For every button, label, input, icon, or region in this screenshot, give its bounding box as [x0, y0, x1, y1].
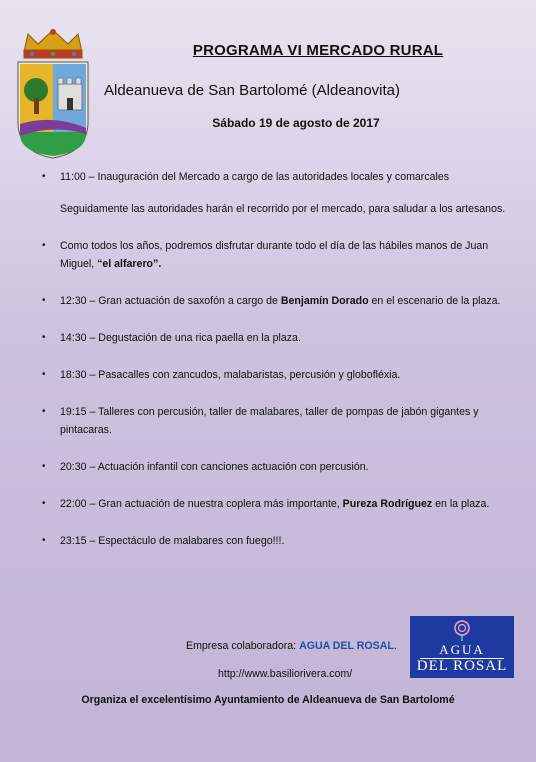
- bullet-icon: •: [42, 535, 46, 546]
- organizer-text: Organiza el excelentísimo Ayuntamiento de Aldeanueva de San Bartolomé: [81, 694, 455, 706]
- sponsor-logo: [410, 616, 514, 678]
- bullet-icon: •: [42, 498, 46, 509]
- item-highlight: Benjamín Dorado: [280, 295, 369, 307]
- list-item: [42, 168, 512, 186]
- item-text: 18:30 – Pasacalles con zancudos, malabaristas, percusión y globofléxia.: [60, 369, 401, 381]
- item-text: 23:15 – Espectáculo de malabares con fuego!!!.: [60, 535, 285, 547]
- list-item: [42, 237, 512, 273]
- list-item: [42, 495, 512, 513]
- list-item: [42, 329, 512, 347]
- item-text: 22:00 – Gran actuación de nuestra coplera más importante,: [60, 498, 343, 510]
- item-text: 11:00 – Inauguración del Mercado a cargo de las autoridades locales y comarcales: [60, 171, 450, 183]
- item-text: 12:30 – Gran actuación de saxofón a cargo de: [60, 295, 281, 307]
- item-text: Como todos los años, podremos disfrutar durante todo el día de las hábiles manos de Juan Miguel,: [60, 240, 489, 270]
- list-item: [42, 403, 512, 439]
- sponsor-name: AGUA DEL ROSAL: [299, 640, 394, 652]
- bullet-icon: •: [42, 171, 46, 182]
- item-highlight: Pureza Rodríguez: [342, 498, 433, 510]
- item-text-after: en el escenario de la plaza.: [368, 295, 501, 307]
- program-note: Seguidamente las autoridades harán el recorrido por el mercado, para saludar a los artesanos.: [60, 203, 506, 215]
- program-list: [42, 168, 512, 550]
- bullet-icon: •: [42, 295, 46, 306]
- list-item: [42, 292, 512, 310]
- sponsor-line: [186, 640, 397, 652]
- website-link[interactable]: http://www.basiliorivera.com/: [218, 668, 353, 680]
- item-highlight: “el alfarero”.: [97, 258, 162, 270]
- list-item: [42, 532, 512, 550]
- sponsor-after: .: [393, 640, 397, 652]
- list-item: [42, 458, 512, 476]
- bullet-icon: •: [42, 369, 46, 380]
- bullet-icon: •: [42, 461, 46, 472]
- bullet-icon: •: [42, 332, 46, 343]
- logo-line1: AGUA: [420, 642, 504, 659]
- town-name: Aldeanueva de San Bartolomé (Aldeanovita): [104, 82, 401, 99]
- item-text: 14:30 – Degustación de una rica paella en la plaza.: [60, 332, 301, 344]
- list-item: [42, 366, 512, 384]
- bullet-icon: •: [42, 406, 46, 417]
- logo-line2: DEL ROSAL: [416, 658, 508, 674]
- bullet-icon: •: [42, 240, 46, 251]
- rose-icon: [450, 618, 474, 642]
- item-text: 19:15 – Talleres con percusión, taller de malabares, taller de pompas de jabón gigantes y pintacaras.: [60, 406, 479, 436]
- page-title: PROGRAMA VI MERCADO RURAL: [192, 42, 444, 59]
- item-text: 20:30 – Actuación infantil con canciones actuación con percusión.: [60, 461, 369, 473]
- event-date: Sábado 19 de agosto de 2017: [212, 116, 380, 130]
- item-text-after: en la plaza.: [432, 498, 490, 510]
- sponsor-label: Empresa colaboradora:: [186, 640, 300, 652]
